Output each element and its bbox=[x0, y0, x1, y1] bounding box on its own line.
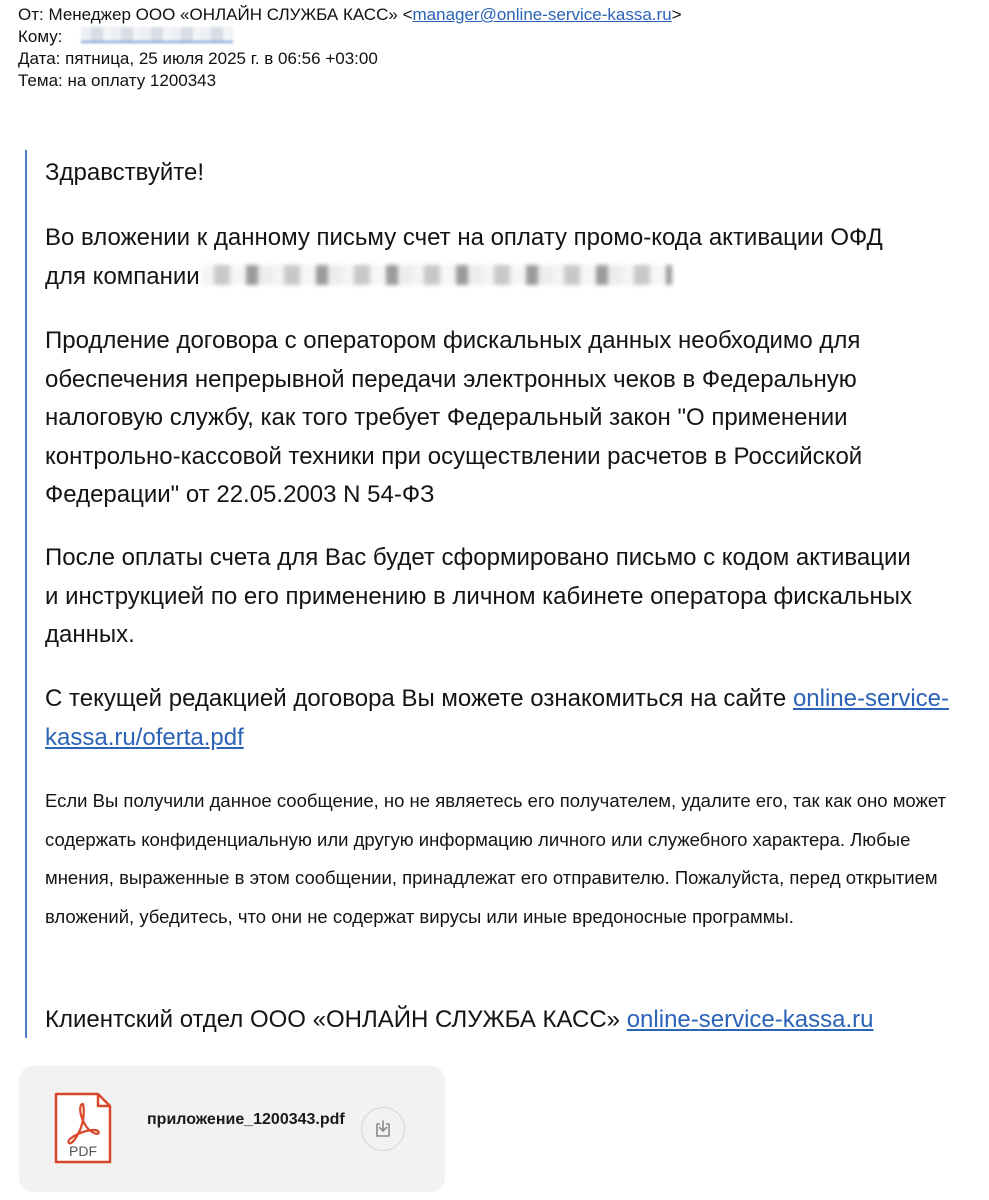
signature-text: Клиентский отдел ООО «ОНЛАЙН СЛУЖБА КАСС» bbox=[45, 1006, 621, 1033]
redacted-company-name bbox=[202, 265, 672, 285]
attachment-filename[interactable]: приложение_1200343.pdf bbox=[147, 1111, 345, 1128]
attachment-card[interactable] bbox=[19, 1066, 445, 1192]
subject-row bbox=[18, 70, 682, 92]
to-row bbox=[18, 26, 682, 48]
oferta-link[interactable]: online-service-kassa.ru/oferta.pdf bbox=[45, 685, 949, 751]
disclaimer: Если Вы получили данное сообщение, но не являетесь его получателем, удалите его, так как оно может содержать конфиденциальную или другую информацию личного или служебного характера. Любые мнения, выраженные в этом сообщении, принадлежат его отправителю. Пожалуйста, перед открытием вложений, убедитесь, что они не содержат вирусы или иные вредоносные программы. bbox=[45, 790, 947, 927]
greeting: Здравствуйте! bbox=[45, 159, 205, 186]
download-icon bbox=[373, 1119, 393, 1139]
date-row bbox=[18, 48, 682, 70]
from-email-link[interactable]: manager@online-service-kassa.ru bbox=[412, 5, 672, 24]
paragraph-oferta bbox=[45, 680, 967, 757]
pdf-file-icon bbox=[52, 1090, 114, 1166]
date-label: Дата: bbox=[18, 49, 61, 68]
signature-link[interactable]: online-service-kassa.ru bbox=[626, 1006, 874, 1033]
paragraph-contract: Продление договора с оператором фискальных данных необходимо для обеспечения непрерывной передачи электронных чеков в Федеральную налоговую службу, как того требует Федеральный закон "О применении контрольно-кассовой техники при осуществлении расчетов в Российской Федерации" от 22.05.2003 N 54-ФЗ bbox=[45, 327, 863, 508]
from-label: От: bbox=[18, 5, 44, 24]
paragraph-invoice-text: Во вложении к данному письму счет на оплату промо-кода активации ОФД для компании bbox=[45, 224, 883, 290]
to-label: Кому: bbox=[18, 27, 63, 46]
date-value: пятница, 25 июля 2025 г. в 06:56 +03:00 bbox=[65, 49, 378, 68]
paragraph-invoice bbox=[45, 219, 925, 296]
paragraph-activation: После оплаты счета для Вас будет сформировано письмо с кодом активации и инструкцией по его применению в личном кабинете оператора фискальных данных. bbox=[45, 544, 913, 648]
subject-value: на оплату 1200343 bbox=[67, 71, 217, 90]
message-quote-block bbox=[25, 150, 967, 1038]
signature bbox=[45, 1001, 967, 1040]
paragraph-oferta-text: С текущей редакцией договора Вы можете ознакомиться на сайте bbox=[45, 685, 787, 712]
redacted-recipient bbox=[81, 27, 233, 43]
email-headers bbox=[18, 4, 682, 92]
from-row: От: Менеджер ООО «ОНЛАЙН СЛУЖБА КАСС» <manager@online-service-kassa.ru> bbox=[18, 5, 682, 24]
download-button[interactable] bbox=[361, 1107, 405, 1151]
pdf-icon-label: PDF bbox=[69, 1143, 97, 1159]
from-name: Менеджер ООО «ОНЛАЙН СЛУЖБА КАСС» bbox=[48, 5, 398, 24]
subject-label: Тема: bbox=[18, 71, 63, 90]
